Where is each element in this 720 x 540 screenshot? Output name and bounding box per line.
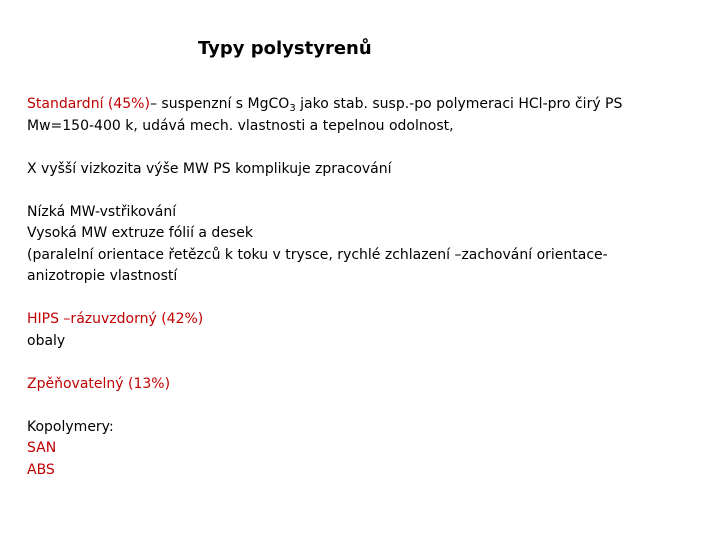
high-mw-line: Vysoká MW extruze fólií a desek: [27, 225, 253, 241]
standard-label: Standardní: [27, 96, 104, 112]
standard-line-2: Mw=150-400 k, udává mech. vlastnosti a tepelnou odolnost,: [27, 117, 454, 134]
content-body: [27, 94, 707, 481]
standard-text-b: jako stab. susp.-po polymeraci HCl-pro čirý PS: [295, 96, 623, 112]
standard-text-a: – suspenzní s MgCO: [149, 96, 290, 112]
standard-line: [27, 94, 707, 116]
standard-percent: (45%): [107, 96, 150, 112]
low-mw-line: Nízká MW-vstřikování: [27, 203, 177, 220]
hips-use: obaly: [27, 332, 66, 349]
slide-title: Typy polystyrenů: [198, 38, 372, 59]
orientation-line-1: (paralelní orientace řetězců k toku v trysce, rychlé zchlazení –zachování orientace-: [27, 246, 608, 263]
viscosity-note: X vyšší vizkozita výše MW PS komplikuje zpracování: [27, 160, 392, 177]
hips-label: HIPS –rázuvzdorný (42%): [27, 311, 204, 327]
orientation-line-2: anizotropie vlastností: [27, 268, 178, 284]
standard-subscript: 3: [289, 103, 296, 114]
copolymers-heading: Kopolymery:: [27, 418, 114, 435]
copolymer-item-abs: ABS: [27, 461, 55, 478]
copolymer-item-san: SAN: [27, 440, 57, 456]
foam-label: Zpěňovatelný (13%): [27, 375, 171, 392]
